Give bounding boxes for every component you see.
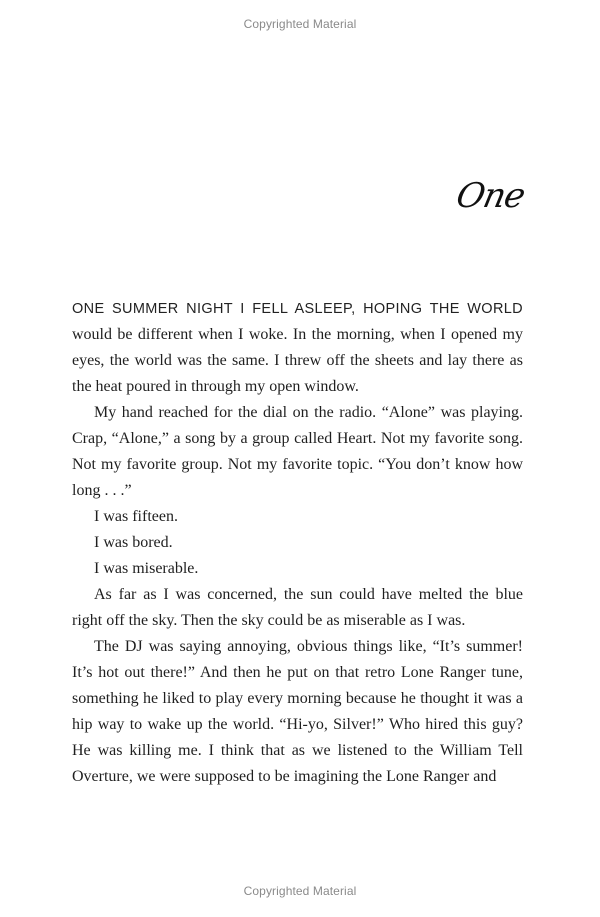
paragraph-dj: The DJ was saying annoying, obvious things like, “It’s summer! It’s hot out there!” And then he put on that retro Lone Ranger tune, something he liked to play every morning because he thought it was a hip way to wake up the world. “Hi-yo, Silver!” Who hired this guy? He was killing me. I think that as we listened to the William Tell Overture, we were supposed to be imagining the Lone Ranger and [72, 638, 523, 785]
paragraph-bored: I was bored. [94, 534, 173, 551]
paragraph-sun: As far as I was concerned, the sun could have melted the blue right off the sky. Then the sky could be as miserable as I was. [72, 586, 523, 629]
chapter-title: One [452, 176, 529, 216]
opening-text: would be different when I woke. In the morning, when I opened my eyes, the world was the same. I threw off the sheets and lay there as the heat poured in through my open window. [72, 326, 523, 395]
opening-paragraph [72, 296, 523, 400]
copyright-watermark-top: Copyrighted Material [243, 17, 357, 31]
opening-small-caps: ONE SUMMER NIGHT I FELL ASLEEP, HOPING THE WORLD [72, 301, 523, 317]
paragraph-miserable: I was miserable. [94, 560, 199, 577]
body-text [72, 296, 523, 790]
copyright-watermark-bottom: Copyrighted Material [243, 884, 357, 898]
paragraph-radio: My hand reached for the dial on the radio. “Alone” was playing. Crap, “Alone,” a song by a group called Heart. Not my favorite song. Not my favorite group. Not my favorite topic. “You don’t know how long . . .” [72, 404, 523, 499]
paragraph-fifteen: I was fifteen. [94, 508, 178, 525]
